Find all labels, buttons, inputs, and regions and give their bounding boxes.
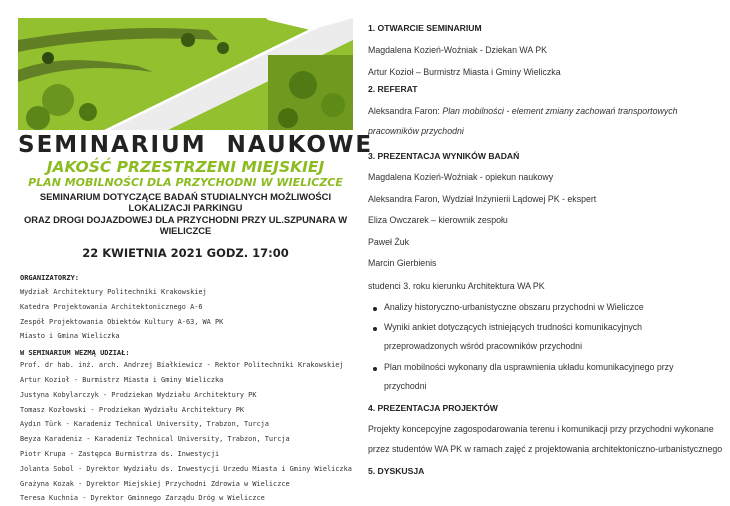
program-line: studenci 3. roku kierunku Architektura WA PK — [368, 281, 545, 291]
list-item: Tomasz Kozłowski - Prodziekan Wydziału Architektury PK — [20, 405, 245, 414]
bullet-icon — [373, 307, 377, 311]
section-heading-lecture: 2. REFERAT — [368, 84, 418, 94]
seminar-description-line-1: SEMINARIUM DOTYCZĄCE BADAŃ STUDIALNYCH MOŻLIWOŚCI LOKALIZACJI PARKINGU — [39, 191, 332, 213]
section-heading-results: 3. PREZENTACJA WYNIKÓW BADAŃ — [368, 151, 520, 161]
lecture-title: Plan mobilności - element zmiany zachowań transportowych — [442, 106, 678, 116]
list-item: Justyna Kobylarczyk - Prodziekan Wydziału Architektury PK — [20, 390, 257, 399]
bullet-icon — [373, 327, 377, 331]
section-heading-opening: 1. OTWARCIE SEMINARIUM — [368, 23, 482, 33]
organizers-heading: ORGANIZATORZY: — [20, 274, 80, 282]
bullet-icon — [373, 367, 377, 371]
seminar-description-line-2: ORAZ DROGI DOJAZDOWEJ DLA PRZYCHODNI PRZY UL.SZPUNARA W WIELICZCE — [23, 214, 348, 236]
bullet-item-continued: przeprowadzonych wśród pracowników przychodni — [384, 341, 583, 351]
seminar-title: SEMINARIUM NAUKOWE — [18, 132, 374, 158]
list-item: Grażyna Kozak - Dyrektor Miejskiej Przychodni Zdrowia w Wieliczce — [20, 479, 290, 488]
program-line: Magdalena Kozień-Woźniak - opiekun naukowy — [368, 172, 554, 182]
poster-left-column — [18, 132, 374, 506]
program-line: Paweł Żuk — [368, 237, 410, 247]
participants-section — [18, 349, 353, 506]
organizers-list — [20, 285, 353, 344]
lecture-title-continued — [368, 126, 464, 136]
list-item: Zespół Projektowania Obiektów Kultury A-63, WA PK — [20, 317, 224, 326]
program-line: Artur Kozioł – Burmistrz Miasta i Gminy Wieliczka — [368, 67, 561, 77]
list-item: Katedra Projektowania Architektonicznego A-6 — [20, 302, 203, 311]
program-line: Aleksandra Faron, Wydział Inżynierii Lądowej PK - ekspert — [368, 194, 597, 204]
lecture-author: Aleksandra Faron: — [368, 106, 443, 116]
list-item: Wydział Architektury Politechniki Krakowskiej — [20, 288, 207, 296]
list-item: Miasto i Gmina Wieliczka — [20, 332, 120, 341]
hero-image — [18, 0, 353, 130]
program-line: Eliza Owczarek – kierownik zespołu — [368, 215, 508, 225]
bullet-item-continued: przychodni — [384, 381, 427, 391]
bullet-item: Wyniki ankiet dotyczących istniejących trudności komunikacyjnych — [384, 322, 643, 332]
list-item: Piotr Krupa - Zastępca Burmistrza ds. Inwestycji — [20, 449, 220, 458]
section-heading-projects: 4. PREZENTACJA PROJEKTÓW — [368, 403, 498, 413]
program-line: Projekty koncepcyjne zagospodarowania terenu i komunikacji przy przychodni wykonane — [368, 424, 714, 434]
lecture-line — [368, 106, 678, 116]
seminar-date: 22 KWIETNIA 2021 GODZ. 17:00 — [82, 246, 289, 260]
bullet-item: Plan mobilności wykonany dla usprawnienia układu komunikacyjnego przy — [384, 362, 674, 372]
program-line: Marcin Gierbienis — [368, 258, 437, 268]
seminar-subtitle-2: PLAN MOBILNOŚCI DLA PRZYCHODNI W WIELICZCE — [28, 176, 343, 189]
program-line: Magdalena Kozień-Woźniak - Dziekan WA PK — [368, 45, 547, 55]
list-item: Teresa Kuchnia - Dyrektor Gminnego Zarządu Dróg w Wieliczce — [20, 494, 265, 503]
seminar-subtitle: JAKOŚĆ PRZESTRZENI MIEJSKIEJ — [46, 158, 325, 176]
program-line: przez studentów WA PK w ramach zajęć z projektowania architektoniczno-urbanistycznego — [368, 444, 723, 454]
list-item: Aydın Türk - Karadeniz Technical University, Trabzon, Turcja — [20, 420, 269, 429]
list-item: Jolanta Sobol - Dyrektor Wydziału ds. Inwestycji Urzedu Miasta i Gminy Wieliczka — [20, 464, 352, 473]
list-item: Beyza Karadeniz - Karadeniz Technical University, Trabzon, Turcja — [20, 435, 290, 444]
list-item: Artur Kozioł - Burmistrz Miasta i Gminy Wieliczka — [20, 375, 224, 384]
participants-heading: W SEMINARIUM WEZMĄ UDZIAŁ: — [20, 349, 130, 358]
lecture-title-line-2: pracowników przychodni — [368, 126, 464, 136]
organizers-section — [18, 274, 353, 344]
list-item: Prof. dr hab. inż. arch. Andrzej Białkiewicz - Rektor Politechniki Krakowskiej — [20, 361, 344, 370]
bullet-item: Analizy historyczno-urbanistyczne obszaru przychodni w Wieliczce — [384, 302, 644, 312]
section-heading-discussion: 5. DYSKUSJA — [368, 466, 425, 476]
participants-list — [20, 358, 353, 506]
